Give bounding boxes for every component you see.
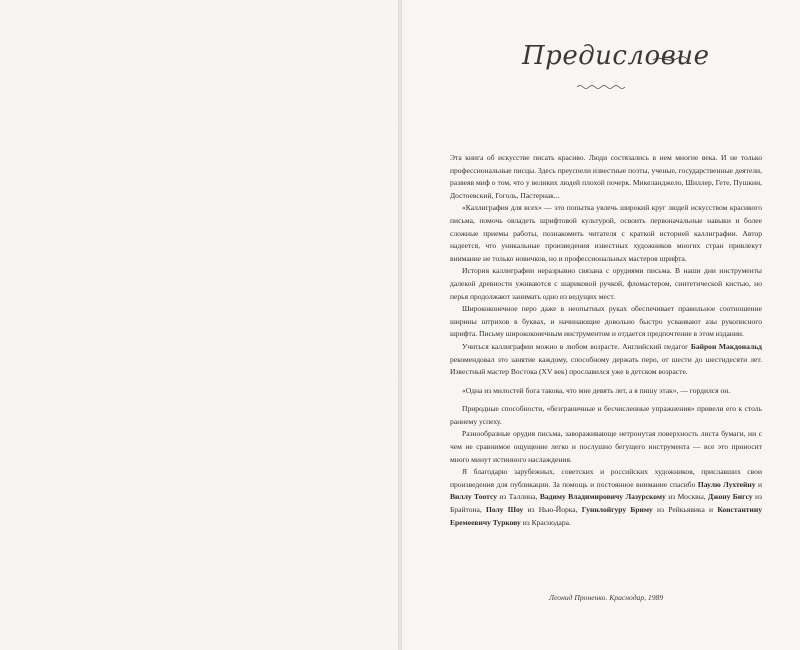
preface-paragraph <box>450 152 762 202</box>
bold-name: Константину Еремеевичу Туркову <box>450 505 762 527</box>
text-run: из Рейкьявика и <box>652 505 718 515</box>
preface-paragraph <box>450 341 762 379</box>
text-run: из Нью-Йорка, <box>523 505 582 515</box>
wave-ornament <box>576 83 626 91</box>
bold-name: Гуннлойгуру Бриму <box>581 505 653 515</box>
text-run: Ширококонечное перо даже в неопытных руках обеспечивает правильное соотношение ширины штрихов в буквах, и начинающие довольно быстро усваивают азы рукописного шрифта. Письму ширококонечным инструментом и отдается предпочтение в этом издании. <box>450 304 762 339</box>
text-run: Учиться каллиграфии можно в любом возрасте. Английский педагог <box>462 341 691 351</box>
preface-paragraph <box>450 202 762 265</box>
author-signature: Леонид Проненко. Краснодар, 1989 <box>548 593 664 602</box>
preface-body <box>450 152 762 529</box>
preface-paragraph <box>450 385 762 398</box>
bold-name: Виллу Тоотсу <box>450 492 497 502</box>
text-run: Разнообразные орудия письма, завораживающе нетронутая поверхность листа бумаги, ни с чем не сравнимое ощущение легко и послушно бегущего инструмента — все это приносит много минут истинного наслаждения. <box>450 429 762 464</box>
title-swash-flourish <box>652 54 688 64</box>
text-run: «Одна из милостей бога такова, что мне девять лет, а я пишу этак», — гордился он. <box>462 385 731 395</box>
text-run: Эта книга об искусстве писать красиво. Люди состязались в нем многие века. И не только профессиональные писцы. Здесь преуспели известные поэты, ученые, государственные деятели, развеяв миф о том, что у великих людей плохой почерк. Микеланджело, Шиллер, Гете, Пушкин, Достоевский, Гоголь, Пастернак... <box>450 153 762 200</box>
text-run: из Краснодара. <box>520 517 571 527</box>
preface-paragraph <box>450 428 762 466</box>
bold-name: Полу Шоу <box>485 505 524 515</box>
page-title: Предисловие <box>522 41 710 71</box>
preface-paragraph <box>450 303 762 341</box>
bold-name: Байрон Макдональд <box>690 341 762 351</box>
bold-name: Паулю Лухтейну <box>697 479 756 489</box>
text-run: рекомендовал это занятие каждому, способному держать перо, от шести до шестидесяти лет. Известный мастер Востока (XV век) прославился уже в детском возрасте. <box>450 354 762 377</box>
text-run: из Брайтона, <box>450 492 762 515</box>
bold-name: Джону Бигсу <box>708 492 753 502</box>
left-page-blank <box>0 0 398 650</box>
text-run: Я благодарю зарубежных, советских и российских художников, приславших свои произведения для публикации. За помощь и постоянное внимание спасибо <box>450 467 762 489</box>
text-run: Природные способности, «безграничные и бесчисленные упражнения» привели его к столь раннему успеху. <box>450 404 762 426</box>
text-run: История каллиграфии неразрывно связана с орудиями письма. В наши дни инструменты далекой древности уживаются с шариковой ручкой, фломастером, синтетической кистью, но перья продолжают занимать одно из ведущих мест. <box>450 266 762 301</box>
preface-paragraph <box>450 403 762 428</box>
preface-paragraph <box>450 265 762 303</box>
preface-paragraph <box>450 466 762 529</box>
text-run: из Москвы, <box>665 492 709 502</box>
text-run: из Таллина, <box>496 492 540 502</box>
bold-name: Вадиму Владимировичу Лазурскому <box>539 492 666 502</box>
text-run: и <box>755 479 762 489</box>
right-page <box>402 0 800 650</box>
text-run: «Каллиграфия для всех» — это попытка увлечь широкий круг людей искусством красивого письма, помочь овладеть шрифтовой культурой, освоить первоначальные навыки и более сложные приемы работы, познакомить читателя с краткой историей каллиграфии. Автор надеется, что уникальные произведения известных художников многих стран привлекут внимание не только новичков, но и профессиональных мастеров шрифта. <box>450 203 762 263</box>
